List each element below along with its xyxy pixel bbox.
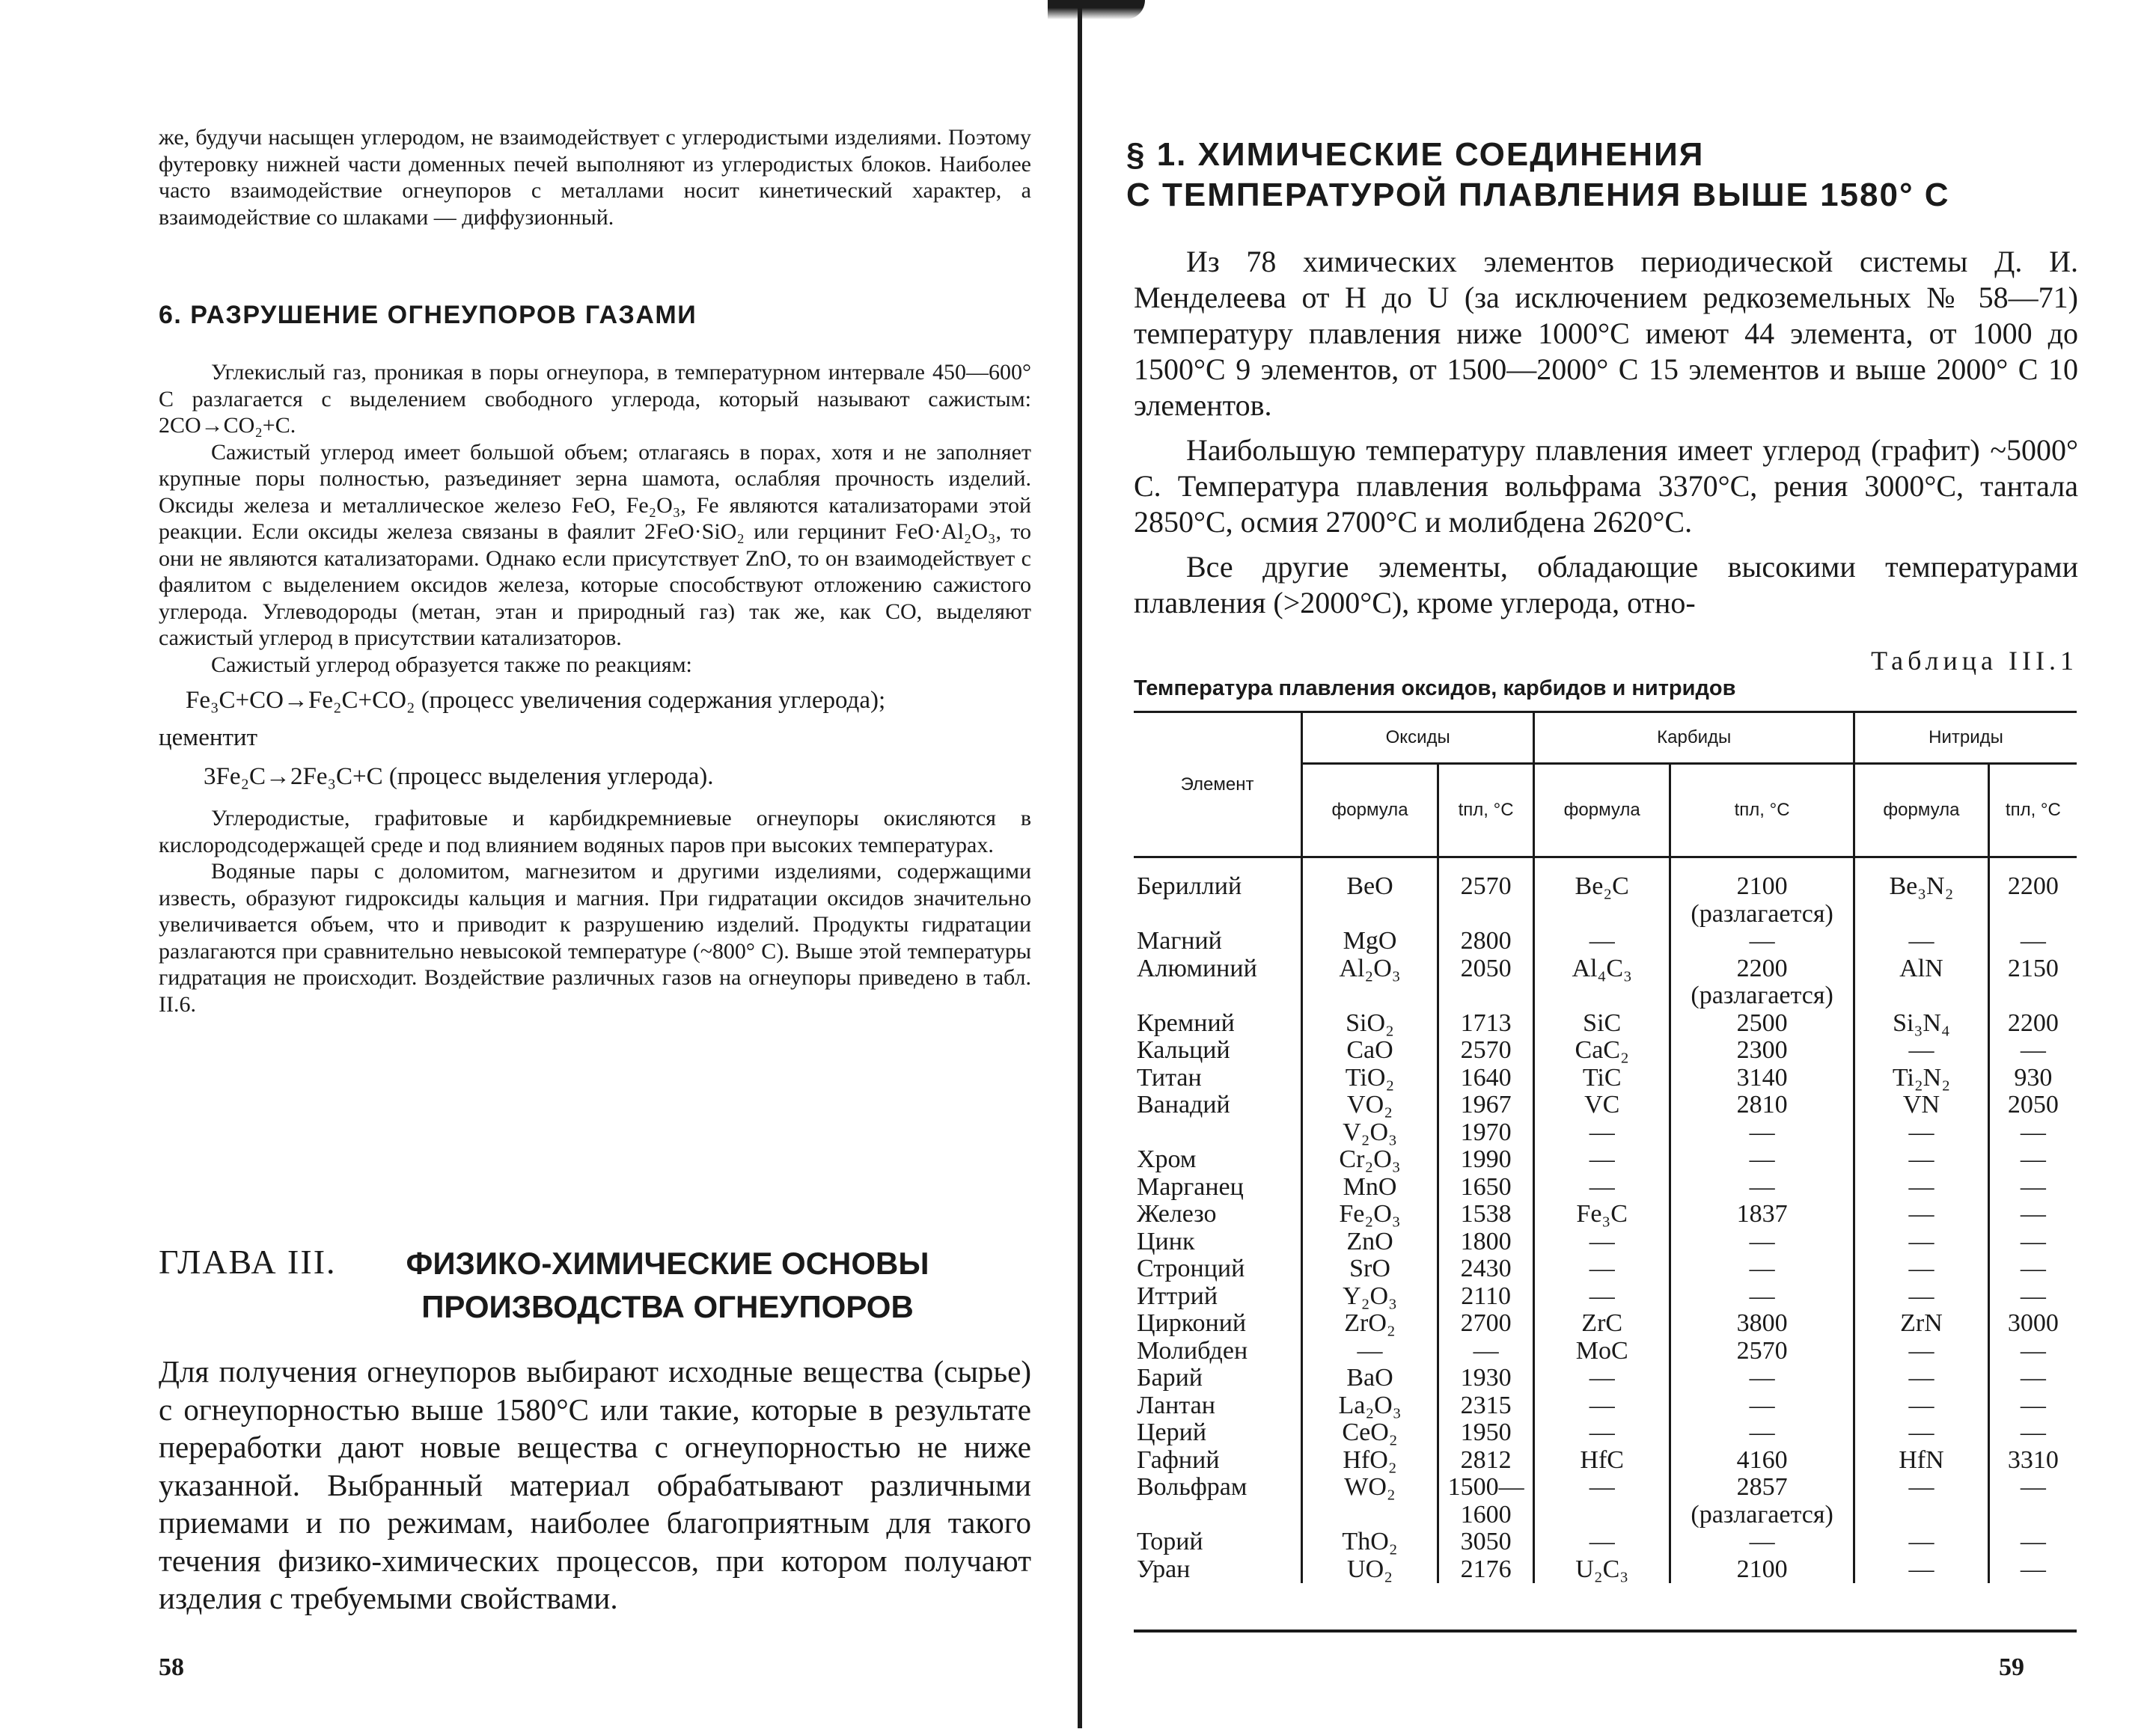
table-cell-nf: — bbox=[1854, 1228, 1989, 1256]
table-cell-of bbox=[1302, 1502, 1438, 1529]
table-cell-cf: — bbox=[1534, 1255, 1670, 1283]
table-cell-el: Хром bbox=[1137, 1145, 1197, 1173]
table-cell-ot: 1930 bbox=[1438, 1365, 1533, 1392]
table-cell-nf: Be₃N₂ bbox=[1854, 873, 1989, 901]
table-cell-of: CaO bbox=[1302, 1037, 1438, 1065]
table-cell-el bbox=[1134, 982, 1302, 1010]
table-cell-nf: — bbox=[1854, 1201, 1989, 1228]
table-cell-cf: — bbox=[1534, 1146, 1670, 1174]
table-cell-ct: — bbox=[1670, 1419, 1854, 1447]
table-cell-ot: 2110 bbox=[1438, 1283, 1533, 1311]
table-cell-nt: 2200 bbox=[1988, 873, 2077, 901]
table-row bbox=[1134, 1474, 2077, 1502]
table-cell-cf: Al₄C₃ bbox=[1534, 955, 1670, 983]
table-cell-ot: — bbox=[1438, 1338, 1533, 1365]
table-cell-nf: — bbox=[1854, 1338, 1989, 1365]
header-formula: формула bbox=[1534, 764, 1670, 857]
table-cell-ct: 2200 bbox=[1670, 955, 1854, 983]
table-cell-ct: — bbox=[1670, 1283, 1854, 1311]
table-cell-el bbox=[1134, 901, 1302, 928]
paragraph: Углеродистые, графитовые и карбидкремниевые огнеупоры окисляются в кислородсодержащей среде и под влиянием водяных паров при высоких температурах. bbox=[159, 806, 1031, 857]
table-cell-nf: — bbox=[1854, 1283, 1989, 1311]
table-cell-ot: 1640 bbox=[1438, 1065, 1533, 1092]
table-cell-of: — bbox=[1302, 1338, 1438, 1365]
table-cell-ct: 3140 bbox=[1670, 1065, 1854, 1092]
table-cell-nf: — bbox=[1854, 1174, 1989, 1202]
table-cell-of: UO₂ bbox=[1302, 1556, 1438, 1584]
table-cell-nf bbox=[1854, 982, 1989, 1010]
header-temp: tпл, °C bbox=[1438, 764, 1533, 857]
table-cell-cf: TiC bbox=[1534, 1065, 1670, 1092]
table-cell-el: Титан bbox=[1137, 1063, 1202, 1092]
table-cell-cf: — bbox=[1534, 1365, 1670, 1392]
right-page bbox=[1081, 0, 2156, 1735]
table-cell-cf: HfC bbox=[1534, 1447, 1670, 1475]
table-cell-of: TiO₂ bbox=[1302, 1065, 1438, 1092]
table-cell-nt: — bbox=[1988, 1474, 2077, 1502]
reaction-2: 3Fe₂C→2Fe₃C+C (процесс выделения углерода). bbox=[204, 763, 714, 790]
table-cell-cf: — bbox=[1534, 1419, 1670, 1447]
table-cell-el bbox=[1134, 1119, 1302, 1147]
chapter-paragraph: Для получения огнеупоров выбирают исходные вещества (сырье) с огнеупорностью выше 1580°C или такие, которые в результате переработки дают новые вещества с огнеупорностью не ниже указанной. Выбранный материал обрабатывают различными приемами и по режимам, наиболее благоприятным для такого течения физико-химических процессов, при котором получают изделия с требуемыми свойствами. bbox=[159, 1354, 1031, 1615]
table-caption: Температура плавления оксидов, карбидов и нитридов bbox=[1134, 676, 1736, 700]
table-cell-nt: — bbox=[1988, 1037, 2077, 1065]
table-cell-ct: 1837 bbox=[1670, 1201, 1854, 1228]
table-cell-el: Уран bbox=[1137, 1555, 1191, 1583]
header-element: Элемент bbox=[1134, 712, 1302, 857]
table-row bbox=[1134, 1338, 2077, 1365]
table-cell-ct: 2500 bbox=[1670, 1010, 1854, 1038]
table-cell-ct: (разлагается) bbox=[1670, 901, 1854, 928]
table-cell-cf: — bbox=[1534, 1119, 1670, 1147]
table-cell-cf: ZrC bbox=[1534, 1310, 1670, 1338]
table-cell-nf: — bbox=[1854, 1146, 1989, 1174]
table-cell-cf: U₂C₃ bbox=[1534, 1556, 1670, 1584]
paragraph: Все другие элементы, обладающие высокими температурами плавления (>2000°C), кроме углерода, отно- bbox=[1134, 550, 2078, 619]
table-cell-ct: 2300 bbox=[1670, 1037, 1854, 1065]
table-cell-el: Марганец bbox=[1137, 1172, 1244, 1201]
table-cell-ot: 1538 bbox=[1438, 1201, 1533, 1228]
page-number-left: 58 bbox=[159, 1653, 184, 1681]
table-cell-el: Кремний bbox=[1137, 1009, 1235, 1037]
reaction-1: Fe₃C+CO→Fe₂C+CO₂ (процесс увеличения содержания углерода); bbox=[186, 687, 886, 714]
table-cell-cf: — bbox=[1534, 1474, 1670, 1502]
table-label: Таблица III.1 bbox=[1871, 646, 2078, 676]
chapter-title-line-2: ПРОИЗВОДСТВА ОГНЕУПОРОВ bbox=[421, 1289, 914, 1324]
table-cell-nf: AlN bbox=[1854, 955, 1989, 983]
table-row bbox=[1134, 1365, 2077, 1392]
chapter-title bbox=[398, 1242, 937, 1329]
table-cell-nt bbox=[1988, 1502, 2077, 1529]
table-cell-ct: — bbox=[1670, 1529, 1854, 1556]
paragraph: Из 78 химических элементов периодической системы Д. И. Менделеева от H до U (за исключением редкоземельных № 58—71) температуру плавления ниже 1000°C имеют 44 элемента, от 1000 до 1500°C 9 элементов, от 1500—2000° C 15 элементов и выше 2000° C 10 элементов. bbox=[1134, 245, 2078, 422]
table-row bbox=[1134, 955, 2077, 983]
table-cell-ct: (разлагается) bbox=[1670, 1502, 1854, 1529]
header-formula: формула bbox=[1854, 764, 1989, 857]
table-cell-of: SiO₂ bbox=[1302, 1010, 1438, 1038]
table-cell-ct: — bbox=[1670, 1146, 1854, 1174]
header-formula: формула bbox=[1302, 764, 1438, 857]
table-cell-cf: Be₂C bbox=[1534, 873, 1670, 901]
table-cell-ot bbox=[1438, 901, 1533, 928]
table-cell-nt: — bbox=[1988, 1338, 2077, 1365]
table-cell-nf: — bbox=[1854, 1119, 1989, 1147]
table-cell-of bbox=[1302, 982, 1438, 1010]
table-cell-ct: 2100 bbox=[1670, 873, 1854, 901]
table-row bbox=[1134, 1201, 2077, 1228]
table-cell-nt: — bbox=[1988, 1174, 2077, 1202]
chapter-title-line-1: ФИЗИКО-ХИМИЧЕСКИЕ ОСНОВЫ bbox=[406, 1246, 929, 1281]
table-row bbox=[1134, 1092, 2077, 1119]
table-cell-nt: — bbox=[1988, 1228, 2077, 1256]
table-cell-el: Магний bbox=[1137, 927, 1222, 955]
table-cell-cf: — bbox=[1534, 1228, 1670, 1256]
table-cell-ot: 1500— bbox=[1438, 1474, 1533, 1502]
table-body bbox=[1134, 857, 2077, 1584]
table-cell-nf: — bbox=[1854, 1556, 1989, 1584]
table-cell-nf: — bbox=[1854, 1365, 1989, 1392]
table-row bbox=[1134, 901, 2077, 928]
table-cell-nf: ZrN bbox=[1854, 1310, 1989, 1338]
table-cell-ot: 2700 bbox=[1438, 1310, 1533, 1338]
table-cell-el: Цирконий bbox=[1137, 1309, 1247, 1337]
table-cell-ot: 2812 bbox=[1438, 1447, 1533, 1475]
table-cell-ot: 1600 bbox=[1438, 1502, 1533, 1529]
table-cell-of: ThO₂ bbox=[1302, 1529, 1438, 1556]
table-cell-ct: 4160 bbox=[1670, 1447, 1854, 1475]
table-cell-of: Fe₂O₃ bbox=[1302, 1201, 1438, 1228]
table-cell-ot: 1950 bbox=[1438, 1419, 1533, 1447]
table-cell-ot: 1970 bbox=[1438, 1119, 1533, 1147]
table-row bbox=[1134, 928, 2077, 955]
header-oxides: Оксиды bbox=[1302, 712, 1534, 764]
table-cell-cf: — bbox=[1534, 1529, 1670, 1556]
left-body bbox=[159, 359, 1031, 1018]
table-cell-nt: — bbox=[1988, 1365, 2077, 1392]
table-cell-cf: SiC bbox=[1534, 1010, 1670, 1038]
paragraph: Сажистый углерод образуется также по реакциям: bbox=[211, 652, 692, 677]
table-cell-nt: — bbox=[1988, 1283, 2077, 1311]
table-bottom-rule bbox=[1134, 1630, 2077, 1633]
section-title-line-1: § 1. ХИМИЧЕСКИЕ СОЕДИНЕНИЯ bbox=[1126, 136, 1705, 173]
table-cell-ct: — bbox=[1670, 1365, 1854, 1392]
table-cell-ot: 3050 bbox=[1438, 1529, 1533, 1556]
table-cell-nt: 3310 bbox=[1988, 1447, 2077, 1475]
table-cell-nf: — bbox=[1854, 1419, 1989, 1447]
table-cell-el: Торий bbox=[1137, 1528, 1203, 1555]
table-cell-of: ZnO bbox=[1302, 1228, 1438, 1256]
table-cell-ot: 1800 bbox=[1438, 1228, 1533, 1256]
table-cell-nt bbox=[1988, 901, 2077, 928]
table-cell-cf bbox=[1534, 901, 1670, 928]
intro-paragraph: же, будучи насыщен углеродом, не взаимодействует с углеродистыми изделиями. Поэтому футеровку нижней части доменных печей выполняют из углеродистых блоков. Наиболее часто взаимодействие огнеупоров с металлами носит кинетический характер, а взаимодействие со шлаками — диффузионный. bbox=[159, 125, 1031, 230]
table-cell-el bbox=[1134, 1502, 1302, 1529]
table-cell-of: SrO bbox=[1302, 1255, 1438, 1283]
table-cell-ot: 1967 bbox=[1438, 1092, 1533, 1119]
table-cell-of: V₂O₃ bbox=[1302, 1119, 1438, 1147]
table-cell-el: Алюминий bbox=[1137, 954, 1257, 982]
table-cell-el: Цинк bbox=[1137, 1227, 1195, 1255]
table-row bbox=[1134, 1119, 2077, 1147]
table-cell-nf bbox=[1854, 1502, 1989, 1529]
page-number-right: 59 bbox=[1999, 1653, 2024, 1681]
table-cell-ct: 2570 bbox=[1670, 1338, 1854, 1365]
table-cell-ot: 1650 bbox=[1438, 1174, 1533, 1202]
table-row bbox=[1134, 1392, 2077, 1420]
table-row bbox=[1134, 1255, 2077, 1283]
table-cell-nf: Ti₂N₂ bbox=[1854, 1065, 1989, 1092]
table-row bbox=[1134, 873, 2077, 901]
table-row bbox=[1134, 1310, 2077, 1338]
paragraph: Углекислый газ, проникая в поры огнеупора, в температурном интервале 450—600° С разлагается с выделением свободного углерода, который называют сажистым: 2CO→CO₂+C. bbox=[159, 360, 1031, 438]
table-cell-ct: 2857 bbox=[1670, 1474, 1854, 1502]
table-cell-ct: (разлагается) bbox=[1670, 982, 1854, 1010]
table-cell-el: Вольфрам bbox=[1137, 1473, 1248, 1501]
table-cell-el: Иттрий bbox=[1137, 1282, 1218, 1310]
table-cell-el: Молибден bbox=[1137, 1336, 1248, 1365]
table-cell-of: MgO bbox=[1302, 928, 1438, 955]
table-cell-of: BeO bbox=[1302, 873, 1438, 901]
table-row bbox=[1134, 1283, 2077, 1311]
table-cell-cf: VC bbox=[1534, 1092, 1670, 1119]
table-cell-cf bbox=[1534, 982, 1670, 1010]
table-cell-of: MnO bbox=[1302, 1174, 1438, 1202]
table-cell-cf: — bbox=[1534, 1174, 1670, 1202]
table-cell-nt: — bbox=[1988, 1419, 2077, 1447]
table-cell-nf: HfN bbox=[1854, 1447, 1989, 1475]
table-cell-ot: 2570 bbox=[1438, 873, 1533, 901]
table-cell-ot: 1990 bbox=[1438, 1146, 1533, 1174]
table-cell-nf: VN bbox=[1854, 1092, 1989, 1119]
table-cell-nt: 930 bbox=[1988, 1065, 2077, 1092]
table-cell-ot: 2176 bbox=[1438, 1556, 1533, 1584]
table-cell-nt: — bbox=[1988, 1392, 2077, 1420]
table-cell-of: BaO bbox=[1302, 1365, 1438, 1392]
paragraph: Водяные пары с доломитом, магнезитом и другими изделиями, содержащими известь, образуют гидроксиды кальция и магния. При гидратации оксидов значительно увеличивается объем, что и приводит к разрушению изделий. Продукты гидратации разлагаются при сравнительно невысокой температуре (~800° C). Выше этой температуры гидратация не происходит. Воздействие различных газов на огнеупоры приведено в табл. II.6. bbox=[159, 859, 1031, 1017]
table-cell-of: CeO₂ bbox=[1302, 1419, 1438, 1447]
table-cell-nt: — bbox=[1988, 1119, 2077, 1147]
header-nitrides: Нитриды bbox=[1854, 712, 2077, 764]
table-cell-nt: — bbox=[1988, 928, 2077, 955]
table-row bbox=[1134, 1146, 2077, 1174]
table-cell-nt: — bbox=[1988, 1556, 2077, 1584]
table-cell-of: Y₂O₃ bbox=[1302, 1283, 1438, 1311]
table-cell-nt: — bbox=[1988, 1529, 2077, 1556]
table-cell-el: Железо bbox=[1137, 1200, 1217, 1228]
table-cell-nf: Si₃N₄ bbox=[1854, 1010, 1989, 1038]
table-row bbox=[1134, 1010, 2077, 1038]
table-cell-ot: 2570 bbox=[1438, 1037, 1533, 1065]
table-row bbox=[1134, 1502, 2077, 1529]
table-cell-el: Барий bbox=[1137, 1364, 1203, 1392]
section-title-line-2: С ТЕМПЕРАТУРОЙ ПЛАВЛЕНИЯ ВЫШЕ 1580° С bbox=[1126, 177, 1950, 213]
table-cell-el: Кальций bbox=[1137, 1036, 1230, 1064]
table-cell-nt: 2150 bbox=[1988, 955, 2077, 983]
chapter-number: ГЛАВА III. bbox=[159, 1243, 337, 1281]
table-cell-ot: 2315 bbox=[1438, 1392, 1533, 1420]
table-cell-ct: — bbox=[1670, 928, 1854, 955]
table-cell-el: Гафний bbox=[1137, 1445, 1220, 1474]
table-cell-nf bbox=[1854, 901, 1989, 928]
table-cell-nf: — bbox=[1854, 1392, 1989, 1420]
table-row bbox=[1134, 1556, 2077, 1584]
table-cell-el: Бериллий bbox=[1137, 872, 1242, 900]
table-cell-ct: — bbox=[1670, 1119, 1854, 1147]
table-cell-ct: — bbox=[1670, 1228, 1854, 1256]
table-cell-ot: 2430 bbox=[1438, 1255, 1533, 1283]
table-cell-cf bbox=[1534, 1502, 1670, 1529]
table-cell-el: Церий bbox=[1137, 1419, 1207, 1446]
table-cell-nt: — bbox=[1988, 1146, 2077, 1174]
table-cell-ot: 2800 bbox=[1438, 928, 1533, 955]
table-cell-ot: 1713 bbox=[1438, 1010, 1533, 1038]
table-cell-cf: — bbox=[1534, 1283, 1670, 1311]
table-cell-nt: 3000 bbox=[1988, 1310, 2077, 1338]
table-cell-ct: 2810 bbox=[1670, 1092, 1854, 1119]
table-cell-of: La₂O₃ bbox=[1302, 1392, 1438, 1420]
table-cell-cf: CaC₂ bbox=[1534, 1037, 1670, 1065]
table-cell-nf: — bbox=[1854, 1474, 1989, 1502]
table-cell-el: Стронций bbox=[1137, 1255, 1245, 1282]
table-cell-cf: MoC bbox=[1534, 1338, 1670, 1365]
table-cell-ct: — bbox=[1670, 1174, 1854, 1202]
table-cell-of bbox=[1302, 901, 1438, 928]
table-cell-of: Cr₂O₃ bbox=[1302, 1146, 1438, 1174]
table-cell-of: ZrO₂ bbox=[1302, 1310, 1438, 1338]
table-cell-cf: Fe₃C bbox=[1534, 1201, 1670, 1228]
table-cell-nf: — bbox=[1854, 1255, 1989, 1283]
table-cell-ct: 2100 bbox=[1670, 1556, 1854, 1584]
paragraph: Сажистый углерод имеет большой объем; отлагаясь в порах, хотя и не заполняет крупные поры полностью, разъединяет зерна шамота, ослабляя прочность изделий. Оксиды железа и металлическое железо FeO, Fe₂O₃, Fe являются катализаторами этой реакции. Если оксиды железа связаны в фаялит 2FeO·SiO₂ или герцинит FeO·Al₂O₃, то они не являются катализаторами. Однако если присутствует ZnO, то он взаимодействует с фаялитом с выделением оксидов железа, которые способствуют отложению сажистого углерода. Углеводороды (метан, этан и природный газ) так же, как CO, выделяют сажистый углерод в присутствии катализаторов. bbox=[159, 439, 1031, 650]
section-heading: 6. РАЗРУШЕНИЕ ОГНЕУПОРОВ ГАЗАМИ bbox=[159, 301, 697, 329]
melting-temperature-table bbox=[1134, 711, 2077, 1583]
table-row bbox=[1134, 1228, 2077, 1256]
table-cell-ot: 2050 bbox=[1438, 955, 1533, 983]
header-carbides: Карбиды bbox=[1534, 712, 1854, 764]
table-row bbox=[1134, 1419, 2077, 1447]
table-cell-of: HfO₂ bbox=[1302, 1447, 1438, 1475]
table-cell-ct: 3800 bbox=[1670, 1310, 1854, 1338]
table-cell-nt bbox=[1988, 982, 2077, 1010]
table-cell-nf: — bbox=[1854, 1529, 1989, 1556]
table-cell-nf: — bbox=[1854, 928, 1989, 955]
table-cell-nf: — bbox=[1854, 1037, 1989, 1065]
table-row bbox=[1134, 1065, 2077, 1092]
table-cell-of: WO₂ bbox=[1302, 1474, 1438, 1502]
table-cell-nt: — bbox=[1988, 1201, 2077, 1228]
table-cell-cf: — bbox=[1534, 1392, 1670, 1420]
header-temp: tпл, °C bbox=[1988, 764, 2077, 857]
table-cell-cf: — bbox=[1534, 928, 1670, 955]
table-cell-nt: 2200 bbox=[1988, 1010, 2077, 1038]
table-cell-ot bbox=[1438, 982, 1533, 1010]
table-cell-el: Лантан bbox=[1137, 1391, 1215, 1419]
table-cell-nt: — bbox=[1988, 1255, 2077, 1283]
table-cell-ct: — bbox=[1670, 1392, 1854, 1420]
table-cell-el: Ванадий bbox=[1137, 1091, 1230, 1119]
header-temp: tпл, °C bbox=[1670, 764, 1854, 857]
table-row bbox=[1134, 1529, 2077, 1556]
table-row bbox=[1134, 1447, 2077, 1475]
table-cell-of: Al₂O₃ bbox=[1302, 955, 1438, 983]
paragraph: Наибольшую температуру плавления имеет углерод (графит) ~5000° C. Температура плавления вольфрама 3370°C, рения 3000°C, тантала 2850°C, осмия 2700°C и молибдена 2620°C. bbox=[1134, 433, 2078, 539]
table-row bbox=[1134, 982, 2077, 1010]
reaction-1-label: цементит bbox=[159, 724, 257, 751]
table-cell-nt: 2050 bbox=[1988, 1092, 2077, 1119]
table-row bbox=[1134, 1037, 2077, 1065]
table-row bbox=[1134, 1174, 2077, 1202]
table-cell-ct: — bbox=[1670, 1255, 1854, 1283]
table-cell-of: VO₂ bbox=[1302, 1092, 1438, 1119]
